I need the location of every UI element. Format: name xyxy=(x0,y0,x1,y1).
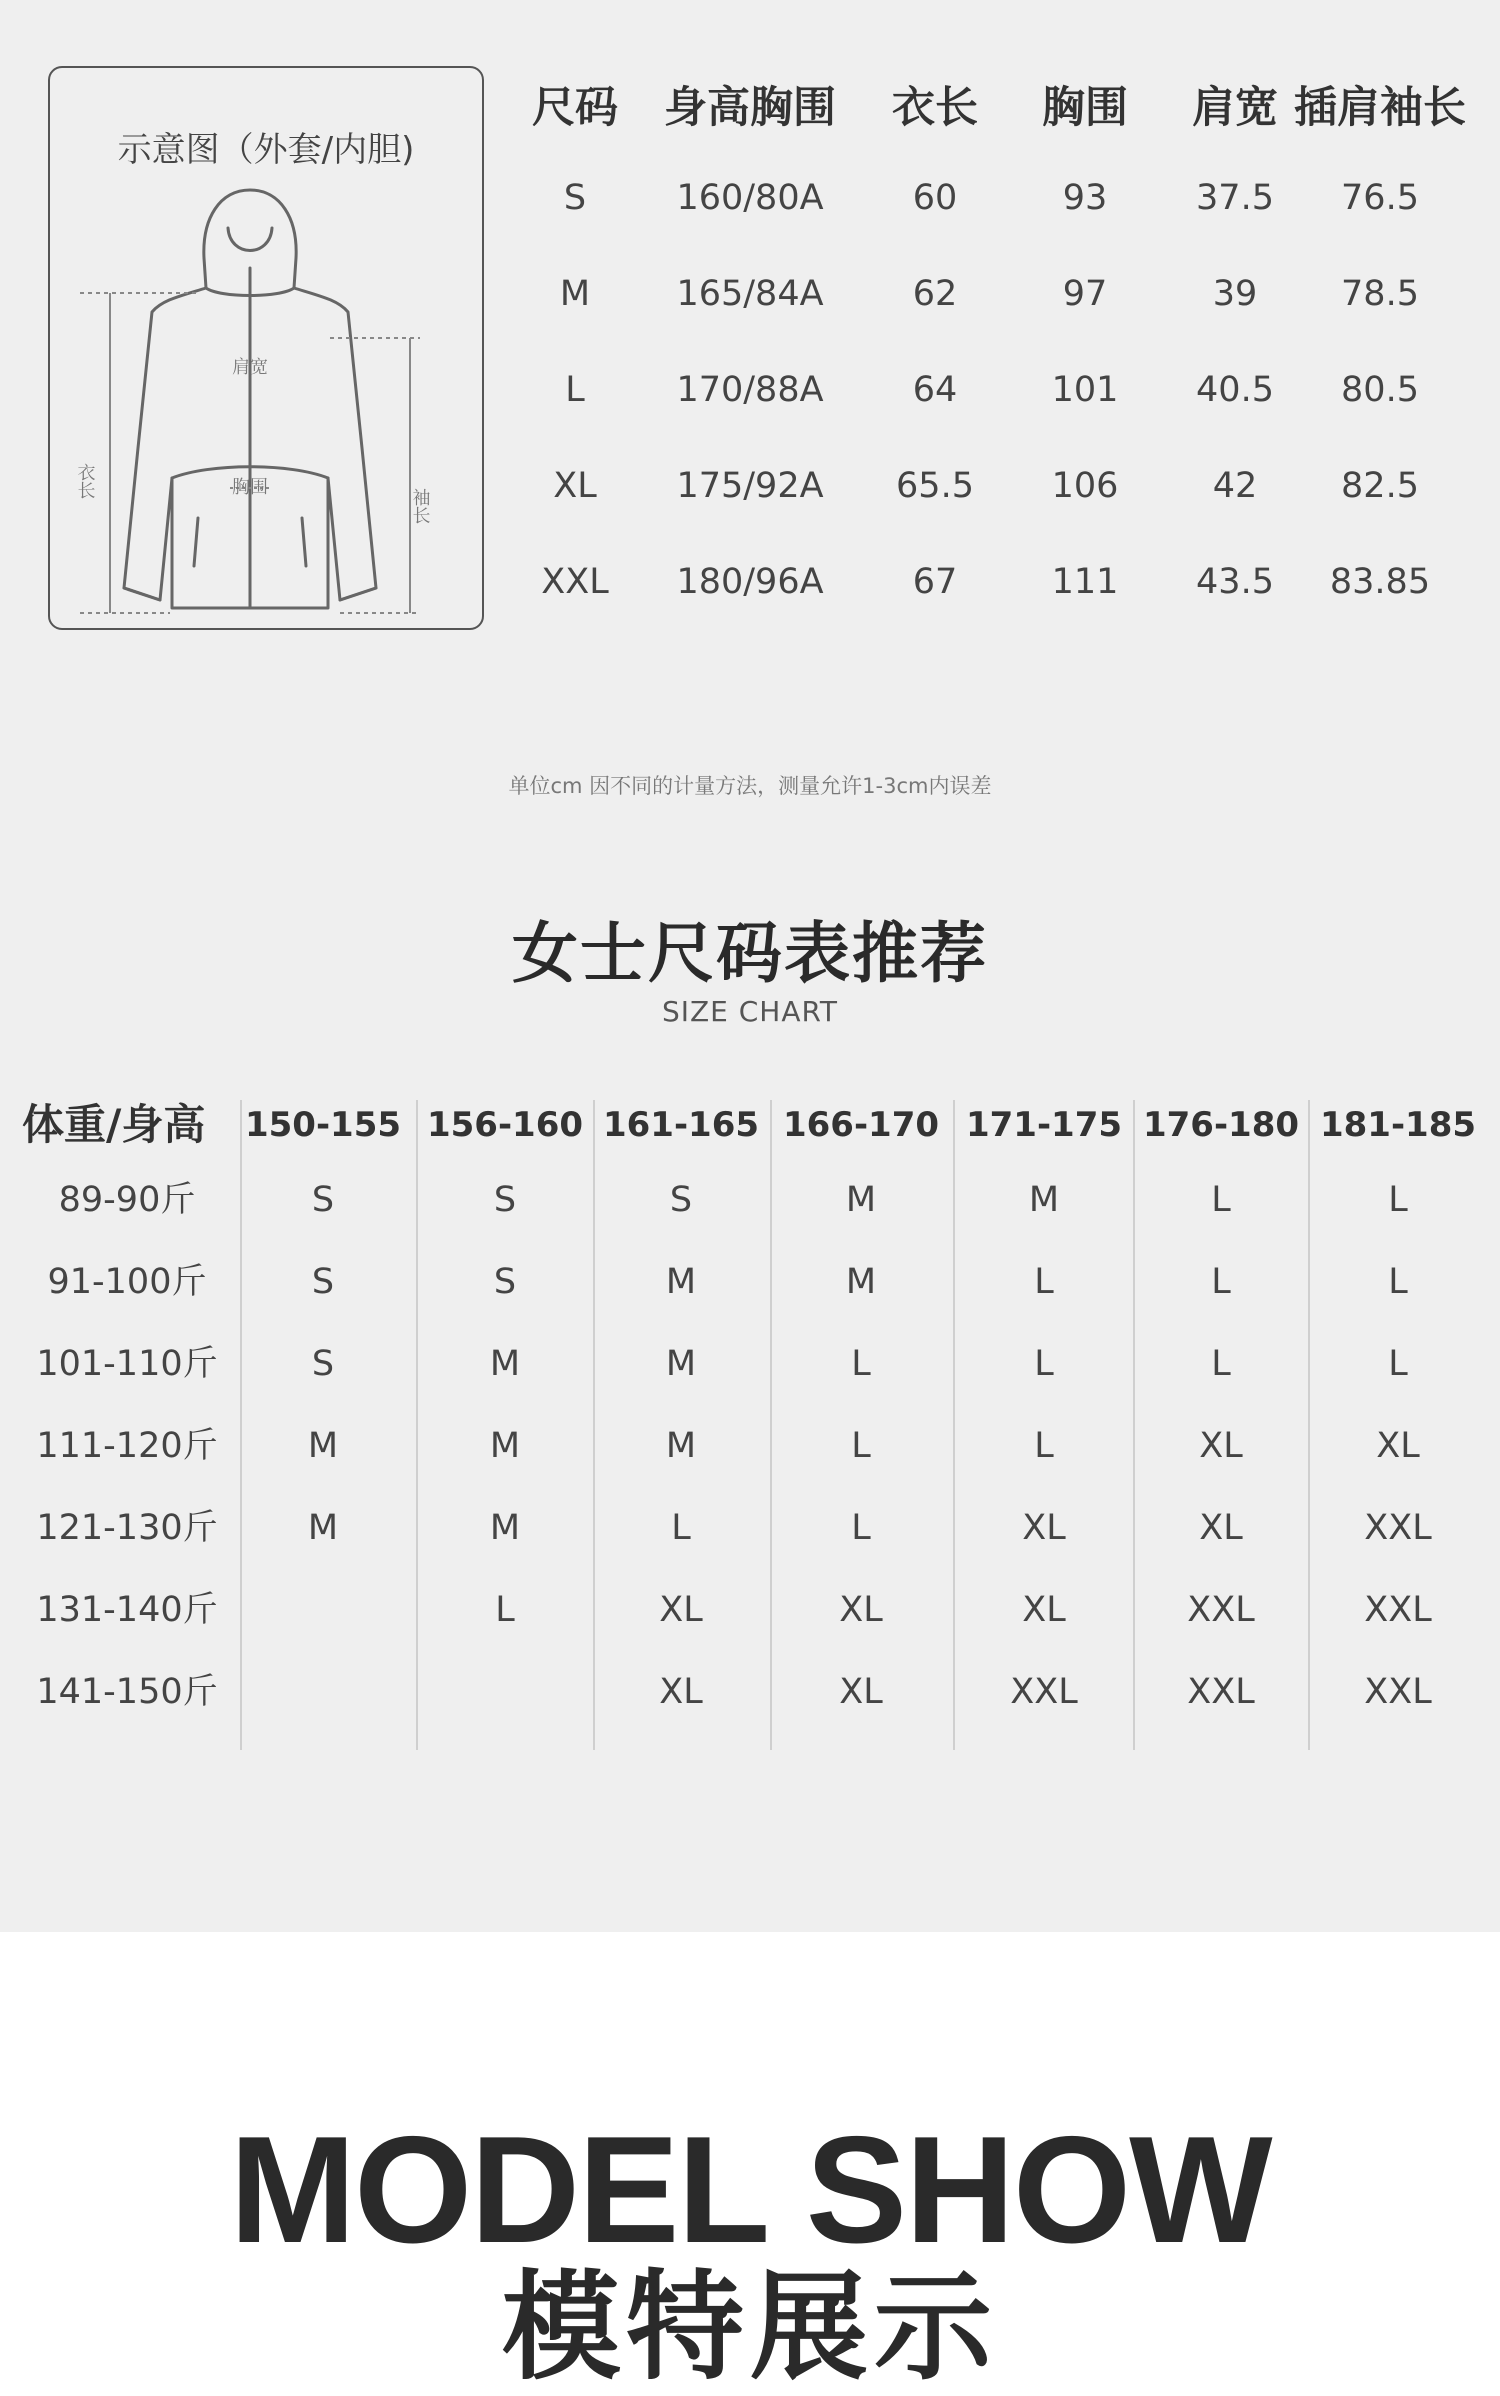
rec-weight-label: 91-100斤 xyxy=(47,1262,207,1302)
rec-height-header: 181-185 xyxy=(1319,1105,1477,1145)
length-label: 衣长 xyxy=(74,463,96,499)
rec-size-cell: S xyxy=(493,1180,517,1220)
size-table-cell: S xyxy=(563,178,587,218)
column-divider xyxy=(416,1100,418,1750)
jacket-diagram-box xyxy=(48,66,484,630)
rec-size-cell: M xyxy=(1028,1180,1060,1220)
size-table-cell: 111 xyxy=(1051,562,1119,602)
rec-weight-label: 141-150斤 xyxy=(36,1672,218,1712)
recommendation-table xyxy=(0,1090,1500,1750)
size-table-cell: 37.5 xyxy=(1196,178,1274,218)
rec-size-cell: XXL xyxy=(1187,1590,1255,1630)
rec-size-cell: S xyxy=(669,1180,693,1220)
recommendation-title: 女士尺码表推荐 xyxy=(512,915,988,992)
size-table-cell: 160/80A xyxy=(676,178,824,218)
recommendation-subtitle: SIZE CHART xyxy=(661,995,839,1028)
rec-size-cell: L xyxy=(1034,1262,1054,1302)
rec-weight-label: 121-130斤 xyxy=(36,1508,218,1548)
diagram-title: 示意图（外套/内胆) xyxy=(117,130,415,170)
rec-size-cell: M xyxy=(307,1508,339,1548)
rec-size-cell: L xyxy=(1034,1344,1054,1384)
measurement-note: 单位cm 因不同的计量方法，测量允许1-3cm内误差 xyxy=(508,774,992,798)
rec-weight-label: 101-110斤 xyxy=(36,1344,218,1384)
rec-weight-label: 89-90斤 xyxy=(58,1180,196,1220)
size-table-cell: 67 xyxy=(912,562,958,602)
size-table-cell: 39 xyxy=(1212,274,1258,314)
size-table-cell: 165/84A xyxy=(676,274,824,314)
rec-size-cell: M xyxy=(845,1262,877,1302)
size-table-cell: XL xyxy=(553,466,597,506)
model-show-title: MODEL SHOW xyxy=(229,2105,1271,2275)
size-table-cell: XXL xyxy=(541,562,609,602)
rec-size-cell: L xyxy=(851,1426,871,1466)
rec-size-cell: L xyxy=(1211,1262,1231,1302)
rec-size-cell: M xyxy=(489,1508,521,1548)
size-table-header-size: 尺码 xyxy=(532,83,618,133)
size-table-cell: 93 xyxy=(1062,178,1108,218)
rec-size-cell: S xyxy=(311,1344,335,1384)
rec-size-cell: L xyxy=(1211,1180,1231,1220)
chest-label: 胸围 xyxy=(232,477,268,498)
rec-weight-label: 131-140斤 xyxy=(36,1590,218,1630)
size-table-cell: 62 xyxy=(912,274,958,314)
size-table-cell: 82.5 xyxy=(1341,466,1419,506)
column-divider xyxy=(240,1100,242,1750)
rec-size-cell: M xyxy=(845,1180,877,1220)
rec-height-header: 150-155 xyxy=(244,1105,402,1145)
column-divider xyxy=(1133,1100,1135,1750)
rec-size-cell: L xyxy=(495,1590,515,1630)
rec-size-cell: M xyxy=(665,1426,697,1466)
rec-height-header: 176-180 xyxy=(1142,1105,1300,1145)
size-table-cell: 80.5 xyxy=(1341,370,1419,410)
column-divider xyxy=(593,1100,595,1750)
rec-size-cell: M xyxy=(489,1344,521,1384)
size-table-cell: 76.5 xyxy=(1341,178,1419,218)
rec-size-cell: XXL xyxy=(1187,1672,1255,1712)
size-table-cell: 83.85 xyxy=(1329,562,1431,602)
size-table-cell: 170/88A xyxy=(676,370,824,410)
size-table-cell: L xyxy=(565,370,585,410)
rec-size-cell: XXL xyxy=(1364,1672,1432,1712)
size-table-header-height-chest: 身高胸围 xyxy=(664,83,836,133)
column-divider xyxy=(1308,1100,1310,1750)
rec-size-cell: L xyxy=(1388,1262,1408,1302)
rec-size-cell: S xyxy=(311,1180,335,1220)
rec-size-cell: M xyxy=(489,1426,521,1466)
jacket-outline-icon xyxy=(74,188,460,628)
rec-size-cell: L xyxy=(1388,1180,1408,1220)
rec-size-cell: XL xyxy=(1199,1508,1243,1548)
rec-size-cell: XL xyxy=(659,1672,703,1712)
size-table-cell: 78.5 xyxy=(1341,274,1419,314)
rec-size-cell: L xyxy=(851,1508,871,1548)
size-table-cell: 180/96A xyxy=(676,562,824,602)
size-table-cell: 60 xyxy=(912,178,958,218)
size-table-cell: 97 xyxy=(1062,274,1108,314)
rec-size-cell: XXL xyxy=(1364,1508,1432,1548)
size-table-header-length: 衣长 xyxy=(892,83,978,133)
rec-size-cell: XL xyxy=(839,1672,883,1712)
rec-size-cell: XXL xyxy=(1364,1590,1432,1630)
size-table-cell: 43.5 xyxy=(1196,562,1274,602)
sleeve-label: 袖长 xyxy=(409,488,431,524)
column-divider xyxy=(953,1100,955,1750)
rec-height-header: 166-170 xyxy=(782,1105,940,1145)
rec-size-cell: L xyxy=(1034,1426,1054,1466)
rec-size-cell: M xyxy=(307,1426,339,1466)
size-table-cell: 42 xyxy=(1212,466,1258,506)
rec-table-corner-header: 体重/身高 xyxy=(22,1100,206,1149)
size-table-cell: 101 xyxy=(1051,370,1119,410)
rec-size-cell: L xyxy=(851,1344,871,1384)
size-table-cell: M xyxy=(559,274,591,314)
rec-size-cell: XXL xyxy=(1010,1672,1078,1712)
rec-size-cell: XL xyxy=(1199,1426,1243,1466)
rec-size-cell: XL xyxy=(1022,1590,1066,1630)
size-table-cell: 65.5 xyxy=(896,466,974,506)
size-table-header-sleeve: 插肩袖长 xyxy=(1294,83,1466,133)
rec-size-cell: L xyxy=(671,1508,691,1548)
rec-size-cell: M xyxy=(665,1262,697,1302)
rec-size-cell: XL xyxy=(659,1590,703,1630)
rec-size-cell: S xyxy=(493,1262,517,1302)
size-table-cell: 40.5 xyxy=(1196,370,1274,410)
rec-size-cell: XL xyxy=(839,1590,883,1630)
size-table-cell: 175/92A xyxy=(676,466,824,506)
rec-size-cell: M xyxy=(665,1344,697,1384)
rec-size-cell: L xyxy=(1388,1344,1408,1384)
size-table-cell: 106 xyxy=(1051,466,1119,506)
model-show-subtitle: 模特展示 xyxy=(501,2258,998,2396)
rec-height-header: 156-160 xyxy=(426,1105,584,1145)
rec-size-cell: S xyxy=(311,1262,335,1302)
size-table-cell: 64 xyxy=(912,370,958,410)
rec-height-header: 161-165 xyxy=(602,1105,760,1145)
rec-size-cell: L xyxy=(1211,1344,1231,1384)
rec-height-header: 171-175 xyxy=(965,1105,1123,1145)
size-table-header-chest: 胸围 xyxy=(1042,83,1128,133)
rec-size-cell: XL xyxy=(1022,1508,1066,1548)
column-divider xyxy=(770,1100,772,1750)
size-table-header-shoulder: 肩宽 xyxy=(1192,83,1278,133)
rec-size-cell: XL xyxy=(1376,1426,1420,1466)
rec-weight-label: 111-120斤 xyxy=(36,1426,218,1466)
shoulder-label: 肩宽 xyxy=(232,357,268,378)
